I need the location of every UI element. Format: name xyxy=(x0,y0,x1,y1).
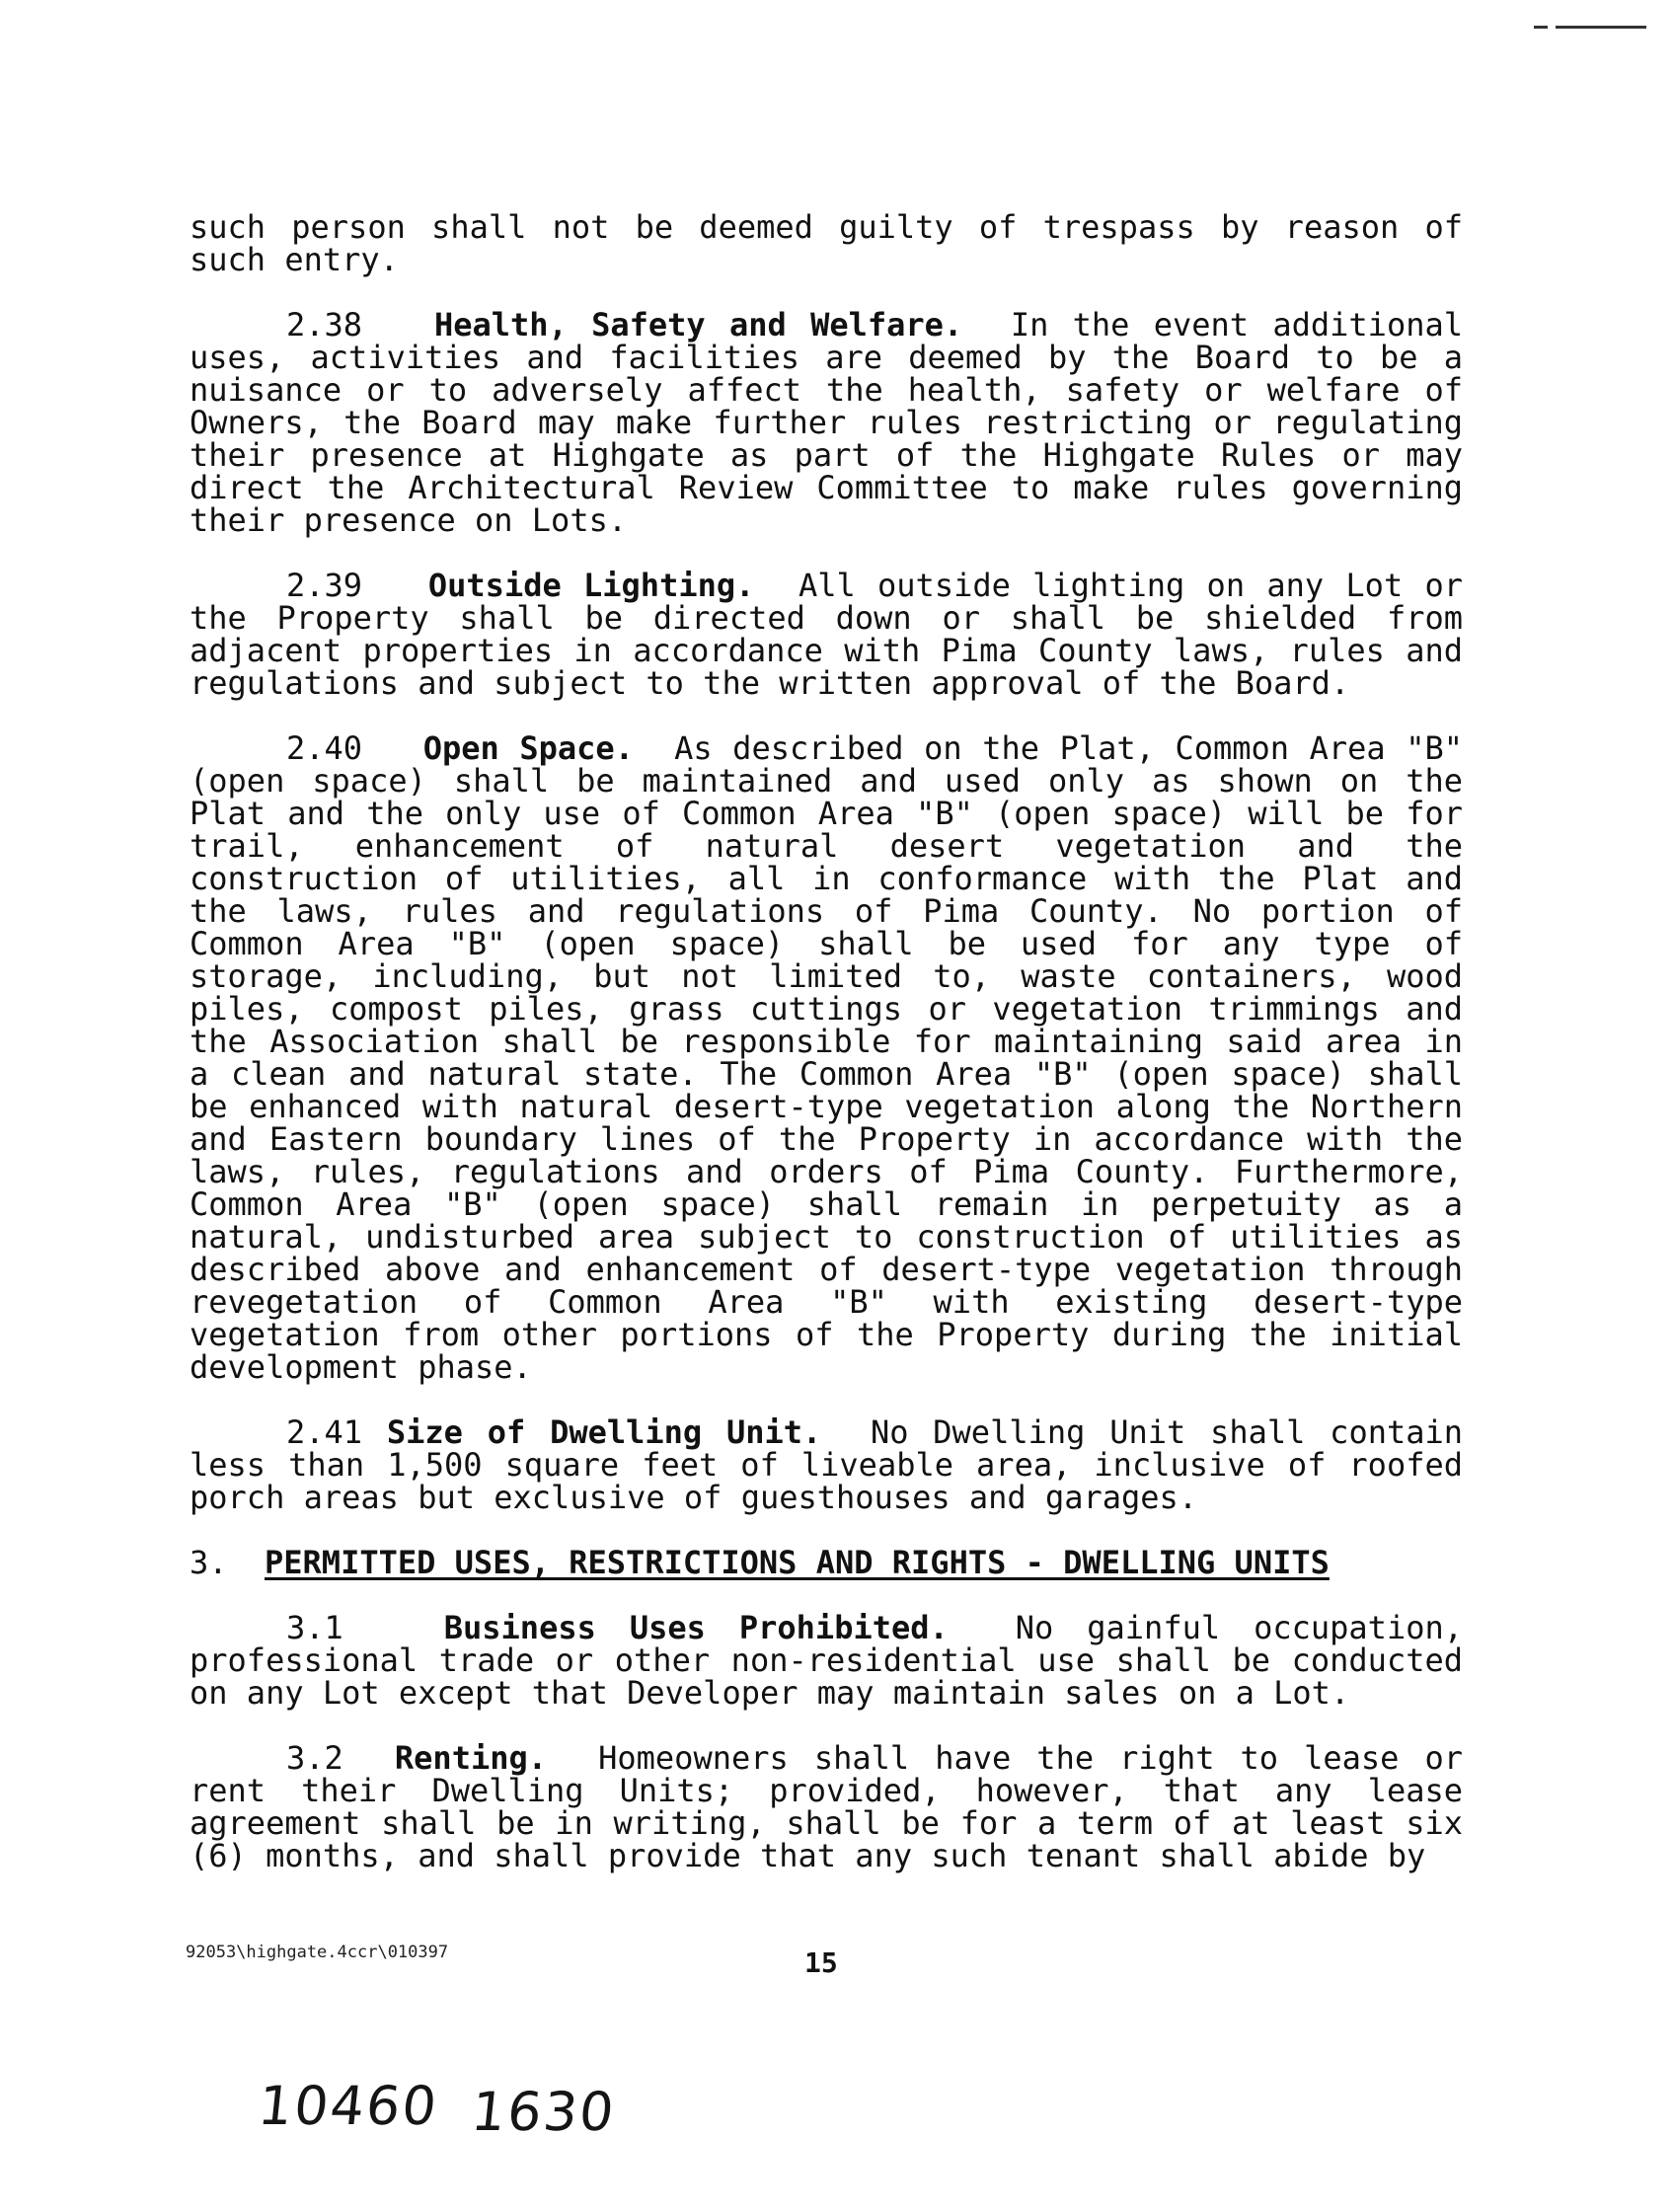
document-body xyxy=(190,208,1464,1905)
section-heading: Open Space. xyxy=(422,729,634,767)
section-number: 3. xyxy=(190,1544,228,1581)
continuation-paragraph: such person shall not be deemed guilty of trespass by reason of such entry. xyxy=(190,208,1463,278)
section-2-38 xyxy=(190,306,1464,539)
section-title: PERMITTED USES, RESTRICTIONS AND RIGHTS - DWELLING UNITS xyxy=(265,1544,1330,1581)
section-3-2 xyxy=(190,1739,1463,1874)
page-number: 15 xyxy=(804,1946,838,1979)
section-number: 3.1 xyxy=(286,1609,343,1646)
scan-corner-mark xyxy=(1556,26,1646,29)
section-number: 2.38 xyxy=(286,306,363,343)
section-2-39 xyxy=(190,567,1464,702)
footer-file-reference: 92053\highgate.4ccr\010397 xyxy=(186,1943,449,1962)
section-heading: Size of Dwelling Unit. xyxy=(386,1413,822,1451)
section-text: In the event additional uses, activities and facilities are deemed by the Board to be a nuisance or to adversely affect the health, safety or welfare of Owners, the Board may make further rules restricting or regulating their presence at Highgate as part of the Highgate Rules or may direct the Architectural Review Committee to make rules governing their presence on Lots. xyxy=(190,306,1464,539)
section-text: Homeowners shall have the right to lease or rent their Dwelling Units; provided, however, that any lease agreement shall be in writing, shall be for a term of at least six (6) months, and shall provide that any such tenant shall abide by xyxy=(190,1739,1463,1874)
section-text: No Dwelling Unit shall contain less than 1,500 square feet of liveable area, inclusive of roofed porch areas but exclusive of guesthouses and garages. xyxy=(190,1413,1464,1516)
section-heading: Business Uses Prohibited. xyxy=(443,1609,949,1646)
section-3-1 xyxy=(190,1609,1464,1712)
section-text: All outside lighting on any Lot or the Property shall be directed down or shall be shielded from adjacent properties in accordance with Pima County laws, rules and regulations and subject to the written approval of the Board. xyxy=(190,567,1464,702)
recording-stamp-book: 10460 xyxy=(255,2075,442,2137)
section-heading: Outside Lighting. xyxy=(427,567,755,604)
section-3-heading xyxy=(190,1544,1463,1581)
recording-stamp-page: 1630 xyxy=(468,2081,619,2143)
section-text: No gainful occupation, professional trade or other non-residential use shall be conducted on any Lot except that Developer may maintain sales on a Lot. xyxy=(190,1609,1464,1712)
section-number: 2.41 xyxy=(286,1413,363,1451)
section-2-40 xyxy=(190,729,1464,1386)
section-number: 3.2 xyxy=(286,1739,343,1777)
section-heading: Health, Safety and Welfare. xyxy=(433,306,963,343)
section-number: 2.39 xyxy=(286,567,363,604)
section-number: 2.40 xyxy=(286,729,363,767)
section-2-41 xyxy=(190,1413,1464,1516)
section-heading: Renting. xyxy=(394,1739,548,1777)
section-text: As described on the Plat, Common Area "B" (open space) shall be maintained and used only as shown on the Plat and the only use of Common Area "B" (open space) will be for trail, enhancement of natural desert vegetation and the construction of utilities, all in conformance with the Plat and the laws, rules and regulations of Pima County. No portion of Common Area "B" (open space) shall be used for any type of storage, including, but not limited to, waste containers, wood piles, compost piles, grass cuttings or vegetation trimmings and the Association shall be responsible for maintaining said area in a clean and natural state. The Common Area "B" (open space) shall be enhanced with natural desert-type vegetation along the Northern and Eastern boundary lines of the Property in accordance with the laws, rules, regulations and orders of Pima County. Furthermore, Common Area "B" (open space) shall remain in perpetuity as a natural, undisturbed area subject to construction of utilities as described above and enhancement of desert-type vegetation through revegetation of Common Area "B" with existing desert-type vegetation from other portions of the Property during the initial development phase. xyxy=(190,729,1464,1386)
